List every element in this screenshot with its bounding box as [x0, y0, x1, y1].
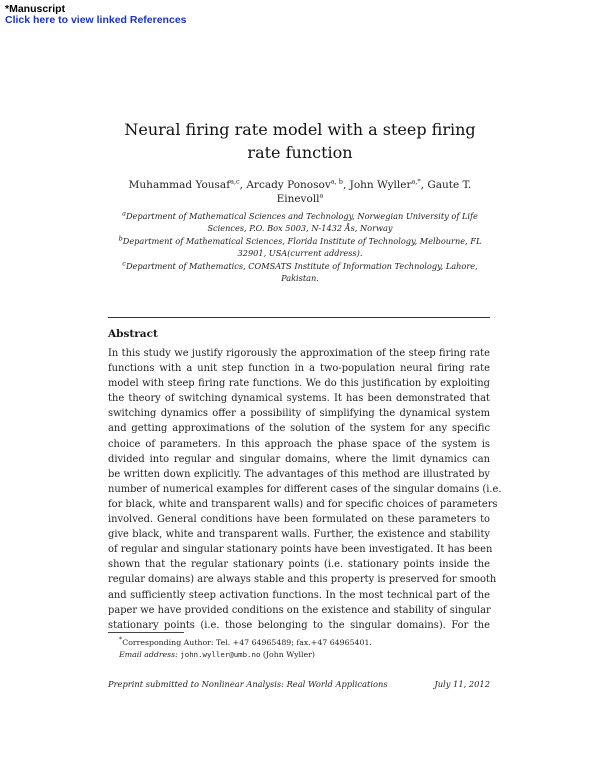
author-name: , Gaute T. — [420, 179, 472, 191]
abstract-line: stationary points (i.e. those belonging to the singular domains). For the — [108, 619, 490, 631]
abstract-line: and getting approximations of the solution of the system for any specific — [108, 423, 490, 435]
affiliation-line: 32901, USA(current address). — [237, 248, 363, 259]
author-line — [100, 178, 500, 192]
affiliation-line — [108, 210, 492, 222]
affiliation-c — [108, 260, 492, 285]
abstract-line: the theory of switching dynamical systems. It has been demonstrated that — [108, 393, 490, 405]
author-line — [100, 192, 500, 206]
abstract-line: be written down explicitly. The advantages of this method are illustrated by — [108, 468, 490, 480]
affiliation-a — [108, 210, 492, 235]
abstract-line: shown that the regular stationary points (i.e. stationary points inside the — [108, 559, 490, 571]
author-affil-mark: a — [319, 191, 324, 200]
author-name: Einevoll — [276, 193, 320, 205]
title-line: Neural firing rate model with a steep firing — [124, 120, 476, 139]
abstract-line: choice of parameters. In this approach the phase space of the system is — [108, 438, 490, 450]
abstract-line: switching dynamics offer a possibility of simplifying the dynamical system — [108, 408, 490, 420]
abstract-line: divided into regular and singular domains, where the limit dynamics can — [108, 453, 490, 465]
author-name: Muhammad Yousaf — [128, 179, 231, 191]
email-address[interactable]: john.wyller@umb.no — [180, 650, 261, 659]
abstract-heading: Abstract — [108, 328, 158, 340]
author-list — [100, 178, 500, 206]
abstract-top-rule — [108, 317, 490, 318]
abstract-line: and sufficiently steep activation functions. In the most technical part of the — [108, 589, 490, 601]
email-label: Email address: — [119, 650, 178, 659]
footnote-star: * — [119, 635, 123, 644]
title-line: rate function — [247, 143, 353, 162]
abstract-line: In this study we justify rigorously the approximation of the steep firing rate — [108, 348, 490, 359]
affiliation-text: Department of Mathematics, COMSATS Institute of Information Technology, Lahore, — [125, 260, 478, 271]
affiliation-mark: a — [122, 209, 126, 218]
affiliation-mark: b — [118, 234, 123, 243]
paper-title — [0, 118, 600, 164]
date: July 11, 2012 — [434, 679, 490, 689]
abstract-line: give black, white and transparent walls. Further, the existence and stability — [108, 529, 490, 541]
footnote — [108, 637, 490, 661]
affiliation-text: Department of Mathematical Sciences, Florida Institute of Technology, Melbourne, FL — [122, 235, 482, 246]
affiliation-line — [108, 235, 492, 247]
abstract-line: for black, white and transparent walls) and for specific choices of parameters — [108, 498, 498, 510]
affiliations — [108, 210, 492, 284]
author-affil-mark: a,c — [230, 177, 240, 186]
abstract-line: of regular and singular stationary points have been investigated. It has been — [108, 544, 493, 556]
abstract-body — [108, 346, 502, 633]
abstract-line: model with steep firing rate functions. We do this justification by exploiting — [108, 378, 490, 390]
affiliation-line: Pakistan. — [281, 273, 319, 284]
abstract-line: paper we have provided conditions on the existence and stability of singular — [108, 604, 491, 616]
footnote-email — [108, 649, 490, 661]
journal-note: Preprint submitted to Nonlinear Analysis: Real World Applications — [108, 679, 388, 689]
linked-references-link[interactable]: Click here to view linked References — [5, 14, 187, 26]
affiliation-line — [108, 260, 492, 272]
author-affil-mark: a,* — [411, 177, 421, 186]
affiliation-mark: c — [122, 258, 126, 267]
footnote-corresponding — [108, 637, 490, 649]
abstract-line: number of numerical examples for different cases of the singular domains (i.e. — [108, 483, 502, 495]
affiliation-b — [108, 235, 492, 260]
manuscript-label: *Manuscript — [5, 3, 66, 15]
affiliation-text: Department of Mathematical Sciences and Technology, Norwegian University of Life — [125, 211, 478, 221]
author-affil-mark: a, b — [330, 177, 343, 186]
email-owner: (John Wyller) — [262, 650, 315, 659]
corresponding-text: Corresponding Author: Tel. +47 64965489; fax.+47 64965401. — [122, 638, 372, 647]
footnote-rule — [108, 632, 184, 633]
abstract-line: involved. General conditions have been formulated on these parameters to — [108, 514, 490, 526]
abstract-line: regular domains) are always stable and this property is preserved for smooth — [108, 574, 497, 586]
abstract-line: functions with a unit step function in a two-population neural firing rate — [108, 363, 490, 375]
author-name: , Arcady Ponosov — [239, 179, 331, 191]
affiliation-line: Sciences, P.O. Box 5003, N-1432 Ås, Norway — [207, 223, 393, 234]
author-name: , John Wyller — [342, 179, 412, 191]
